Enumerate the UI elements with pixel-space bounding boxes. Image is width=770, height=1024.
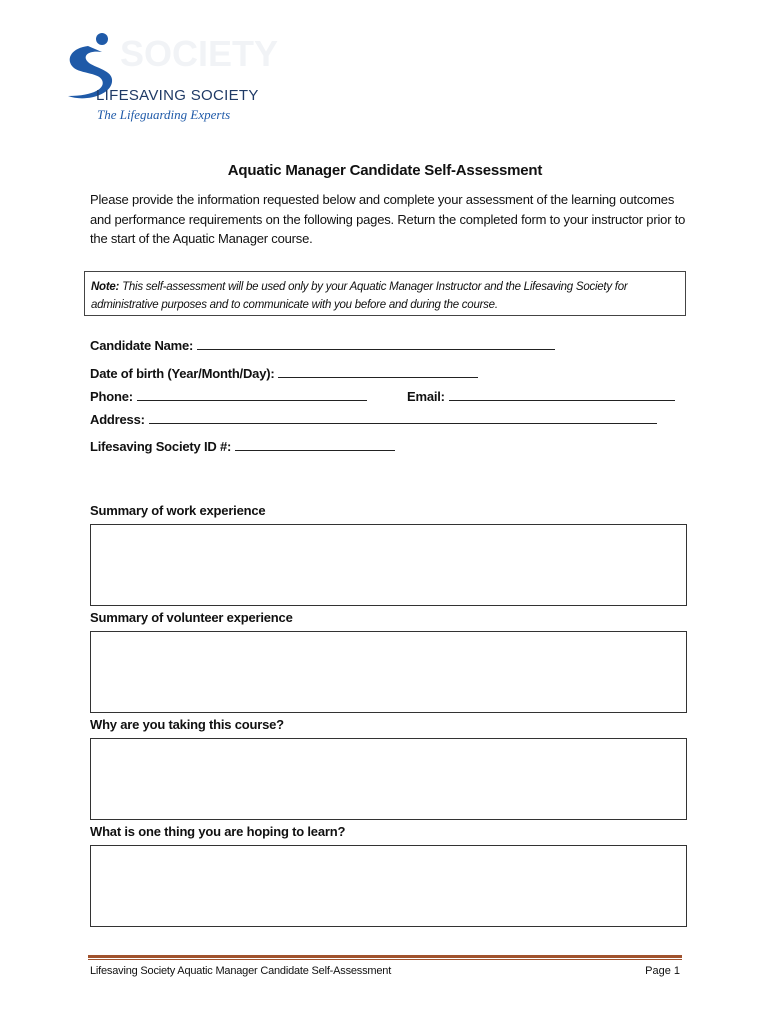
work-experience-label: Summary of work experience — [90, 503, 266, 518]
address-input[interactable] — [149, 412, 657, 424]
candidate-name-field — [90, 338, 555, 353]
date-of-birth-input[interactable] — [278, 366, 478, 378]
date-of-birth-label: Date of birth (Year/Month/Day): — [90, 366, 275, 381]
svg-text:SOCIETY: SOCIETY — [120, 33, 279, 74]
hoping-to-learn-label: What is one thing you are hoping to learn? — [90, 824, 346, 839]
intro-paragraph: Please provide the information requested below and complete your assessment of the learning outcomes and performance requirements on the following pages. Return the completed form to your instructor prior to the start of the Aquatic Manager course. — [90, 192, 686, 246]
volunteer-experience-box[interactable] — [90, 631, 687, 713]
society-id-label: Lifesaving Society ID #: — [90, 439, 232, 454]
page-title: Aquatic Manager Candidate Self-Assessment — [227, 162, 543, 179]
email-label: Email: — [407, 389, 445, 404]
candidate-name-input[interactable] — [197, 338, 555, 350]
date-of-birth-field — [90, 366, 478, 381]
note-label: Note: — [91, 281, 120, 293]
email-field — [407, 389, 675, 404]
phone-label: Phone: — [90, 389, 133, 404]
phone-field — [90, 389, 367, 404]
email-input[interactable] — [449, 389, 675, 401]
phone-input[interactable] — [137, 389, 367, 401]
address-field — [90, 412, 657, 427]
volunteer-experience-label: Summary of volunteer experience — [90, 610, 293, 625]
page-number: Page 1 — [645, 965, 680, 977]
logo-tagline: The Lifeguarding Experts — [97, 107, 231, 122]
hoping-to-learn-box[interactable] — [90, 845, 687, 927]
logo-name: LIFESAVING SOCIETY — [96, 87, 259, 104]
footer-document-title: Lifesaving Society Aquatic Manager Candidate Self-Assessment — [90, 965, 392, 977]
why-course-label: Why are you taking this course? — [90, 717, 284, 732]
work-experience-box[interactable] — [90, 524, 687, 606]
address-label: Address: — [90, 412, 145, 427]
society-id-field — [90, 439, 395, 454]
society-id-input[interactable] — [235, 439, 395, 451]
footer-rule-thin — [88, 959, 682, 960]
note-box — [84, 271, 686, 316]
why-course-box[interactable] — [90, 738, 687, 820]
note-text: This self-assessment will be used only by your Aquatic Manager Instructor and the Lifesaving Society for administrative purposes and to communicate with you before and during the course. — [91, 281, 628, 311]
footer-rule — [88, 955, 682, 958]
candidate-name-label: Candidate Name: — [90, 338, 194, 353]
